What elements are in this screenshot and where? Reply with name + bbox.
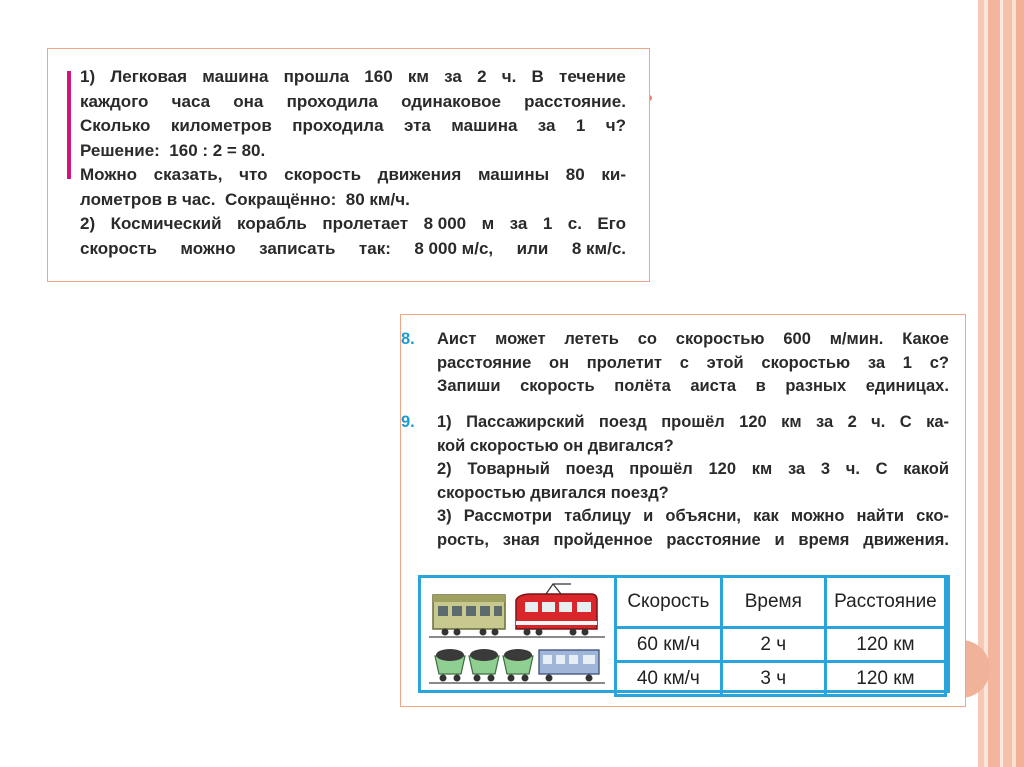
text-word: сказать,: [153, 165, 223, 184]
train-illustrations: [421, 578, 614, 690]
task-8-text: [437, 328, 949, 399]
table-row: [616, 628, 946, 662]
table-cell: 40 км/ч: [616, 662, 722, 696]
text-word: ч.: [501, 67, 517, 86]
text-line: Аист может лететь со скоростью 600 м/мин. Какое: [437, 330, 949, 348]
freight-train-icon: [429, 649, 605, 684]
definition-text: [80, 65, 626, 261]
text-word: 1: [542, 214, 553, 233]
text-word: что: [239, 165, 268, 184]
text-line: [80, 212, 626, 237]
text-word: километров: [170, 116, 272, 135]
text-word: записать: [259, 238, 336, 258]
text-word: корабль: [237, 214, 307, 233]
text-word: Легковая: [110, 67, 188, 86]
text-word: 2: [477, 67, 487, 86]
text-word: скорость: [284, 165, 362, 184]
table-cell: 3 ч: [721, 662, 825, 696]
text-word: за: [537, 116, 556, 135]
text-word: Можно: [80, 165, 138, 184]
text-word: 2): [80, 214, 96, 233]
text-line: [80, 139, 626, 164]
task-9-text: [437, 411, 949, 553]
definition-box: [47, 48, 650, 282]
text-word: Космический: [110, 214, 222, 233]
text-word: Решение:: [80, 140, 170, 160]
table-cell: 120 км: [825, 662, 945, 696]
text-word: машины: [477, 165, 550, 184]
speed-table-panel: [418, 575, 950, 693]
text-word: прошла: [283, 67, 350, 86]
text-word: расстояние.: [524, 91, 626, 111]
speed-time-distance-table: [614, 575, 947, 697]
text-word: ки-: [601, 165, 626, 184]
text-word: или: [516, 238, 549, 258]
text-word: с.: [567, 214, 582, 233]
text-word: так:: [358, 238, 391, 258]
text-word: 1): [80, 67, 96, 86]
text-word: км: [407, 67, 429, 86]
text-line: [80, 65, 626, 90]
task-9-number: 9.: [401, 413, 415, 431]
text-word: 80 км/ч.: [345, 189, 410, 209]
text-word: м: [481, 214, 495, 233]
text-line: 3) Рассмотри таблицу и объясни, как можно найти ско-: [437, 507, 949, 526]
text-word: машина: [451, 116, 518, 135]
table-header-row: [616, 577, 946, 628]
text-word: можно: [180, 238, 236, 258]
text-word: эта: [403, 116, 431, 135]
text-word: за: [509, 214, 528, 233]
text-word: движения: [377, 165, 462, 184]
text-line: скоростью двигался поезд?: [437, 483, 669, 502]
text-word: каждого: [80, 91, 149, 111]
text-word: 8 км/с.: [571, 238, 626, 258]
text-line: 2) Товарный поезд прошёл 120 км за 3 ч. С какой: [437, 460, 949, 479]
text-line: [80, 114, 626, 139]
text-line: кой скоростью он двигался?: [437, 436, 674, 455]
text-word: Его: [597, 214, 626, 233]
text-word: 160 : 2 = 80.: [169, 140, 266, 160]
text-line: [80, 188, 626, 213]
text-line: рость, зная пройденное расстояние и время движения.: [437, 530, 949, 549]
text-word: Сколько: [80, 116, 151, 135]
table-row: [616, 662, 946, 696]
table-cell: 2 ч: [721, 628, 825, 662]
text-word: она: [233, 91, 264, 111]
text-word: машина: [202, 67, 269, 86]
text-word: 8 000 м/с,: [414, 238, 494, 258]
text-word: 80: [565, 165, 585, 184]
text-line: расстояние он пролетит с этой скоростью за 1 с?: [437, 353, 949, 372]
text-word: лометров в час.: [80, 189, 225, 209]
text-word: проходила: [292, 116, 384, 135]
text-word: проходила: [286, 91, 378, 111]
text-word: пролетает: [322, 214, 409, 233]
text-line: 1) Пассажирский поезд прошёл 120 км за 2 ч. С ка-: [437, 413, 949, 431]
text-word: 1: [575, 116, 586, 135]
text-word: 8 000: [423, 214, 467, 233]
task-8: [401, 328, 949, 399]
text-line: Запиши скорость полёта аиста в разных единицах.: [437, 377, 949, 396]
header-speed: Скорость: [616, 577, 722, 628]
text-word: Сокращённо:: [224, 189, 346, 209]
text-line: [80, 237, 626, 262]
text-line: [80, 90, 626, 115]
text-word: ч?: [605, 116, 626, 135]
passenger-train-icon: [429, 584, 605, 638]
text-word: за: [444, 67, 462, 86]
task-8-number: 8.: [401, 330, 415, 348]
table-cell: 120 км: [825, 628, 945, 662]
header-time: Время: [721, 577, 825, 628]
text-word: 160: [364, 67, 393, 86]
header-distance: Расстояние: [825, 577, 945, 628]
highlight-bar: [67, 71, 71, 179]
text-word: течение: [559, 67, 626, 86]
text-line: [80, 163, 626, 188]
text-word: скорость: [80, 238, 157, 258]
table-cell: 60 км/ч: [616, 628, 722, 662]
text-word: одинаковое: [401, 91, 501, 111]
task-9: [401, 411, 949, 553]
exercises-box: [400, 314, 966, 707]
text-word: В: [531, 67, 544, 86]
text-word: часа: [171, 91, 211, 111]
